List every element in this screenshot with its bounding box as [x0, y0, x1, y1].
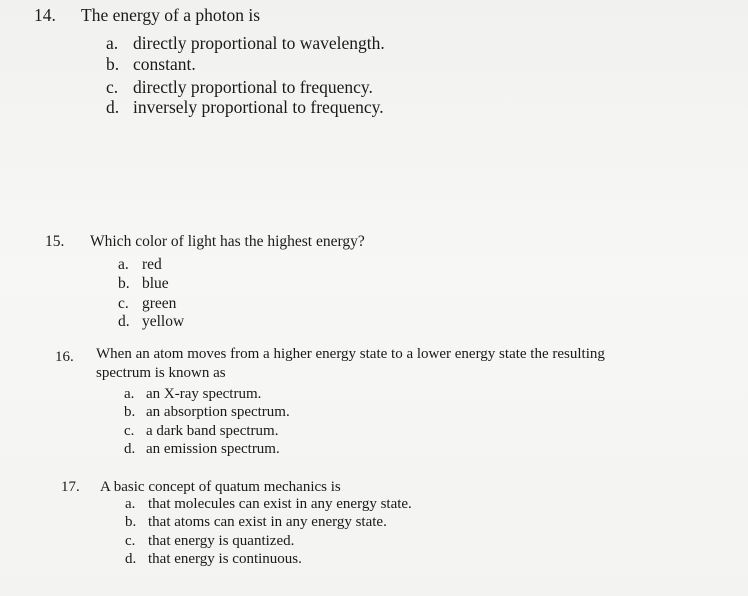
option-letter: d. — [125, 551, 137, 567]
option-letter: c. — [125, 533, 136, 549]
option-letter: c. — [118, 295, 129, 312]
option-letter: d. — [118, 313, 130, 330]
option-letter: b. — [125, 514, 137, 530]
option-text: directly proportional to wavelength. — [133, 33, 385, 53]
option-text: yellow — [142, 313, 185, 330]
option-letter: b. — [124, 404, 136, 420]
option-c — [124, 423, 279, 440]
option-letter: b. — [118, 275, 130, 292]
question-number: 16. — [55, 349, 74, 365]
option-letter: d. — [106, 97, 120, 117]
question-stem: The energy of a photon is — [81, 5, 261, 25]
option-text: a dark band spectrum. — [146, 423, 279, 439]
option-a — [124, 386, 262, 403]
option-d — [106, 97, 384, 118]
option-text: that molecules can exist in any energy state. — [148, 496, 412, 512]
option-text: inversely proportional to frequency. — [133, 97, 384, 117]
option-letter: b. — [106, 54, 120, 74]
option-a — [125, 496, 412, 513]
option-d — [125, 551, 302, 568]
option-c — [125, 533, 295, 550]
option-a — [118, 256, 162, 274]
option-letter: a. — [106, 33, 119, 53]
option-text: that atoms can exist in any energy state. — [148, 514, 387, 530]
option-text: constant. — [133, 54, 196, 74]
option-text: that energy is continuous. — [148, 551, 302, 567]
option-d — [124, 441, 280, 458]
option-text: blue — [142, 275, 169, 292]
option-text: red — [142, 256, 162, 273]
option-text: an absorption spectrum. — [146, 404, 290, 420]
question-number: 14. — [34, 5, 56, 25]
option-text: directly proportional to frequency. — [133, 77, 373, 97]
question-number: 15. — [45, 233, 65, 250]
option-text: that energy is quantized. — [148, 533, 295, 549]
option-letter: c. — [124, 423, 135, 439]
option-b — [118, 275, 169, 293]
question-stem-line-1: When an atom moves from a higher energy state to a lower energy state the resulting — [96, 346, 605, 362]
option-letter: d. — [124, 441, 136, 457]
option-letter: c. — [106, 77, 119, 97]
option-c — [118, 295, 177, 313]
option-letter: a. — [124, 386, 135, 402]
option-b — [106, 54, 196, 75]
question-stem-line-2: spectrum is known as — [96, 365, 226, 381]
option-text: an X-ray spectrum. — [146, 386, 262, 402]
option-c — [106, 77, 373, 98]
option-text: green — [142, 295, 177, 312]
option-b — [124, 404, 290, 421]
question-stem: A basic concept of quatum mechanics is — [100, 479, 341, 495]
option-a — [106, 33, 385, 54]
question-stem: Which color of light has the highest energy? — [90, 233, 365, 250]
option-d — [118, 313, 185, 331]
option-letter: a. — [125, 496, 136, 512]
option-letter: a. — [118, 256, 129, 273]
question-number: 17. — [61, 479, 80, 495]
option-b — [125, 514, 387, 531]
option-text: an emission spectrum. — [146, 441, 280, 457]
